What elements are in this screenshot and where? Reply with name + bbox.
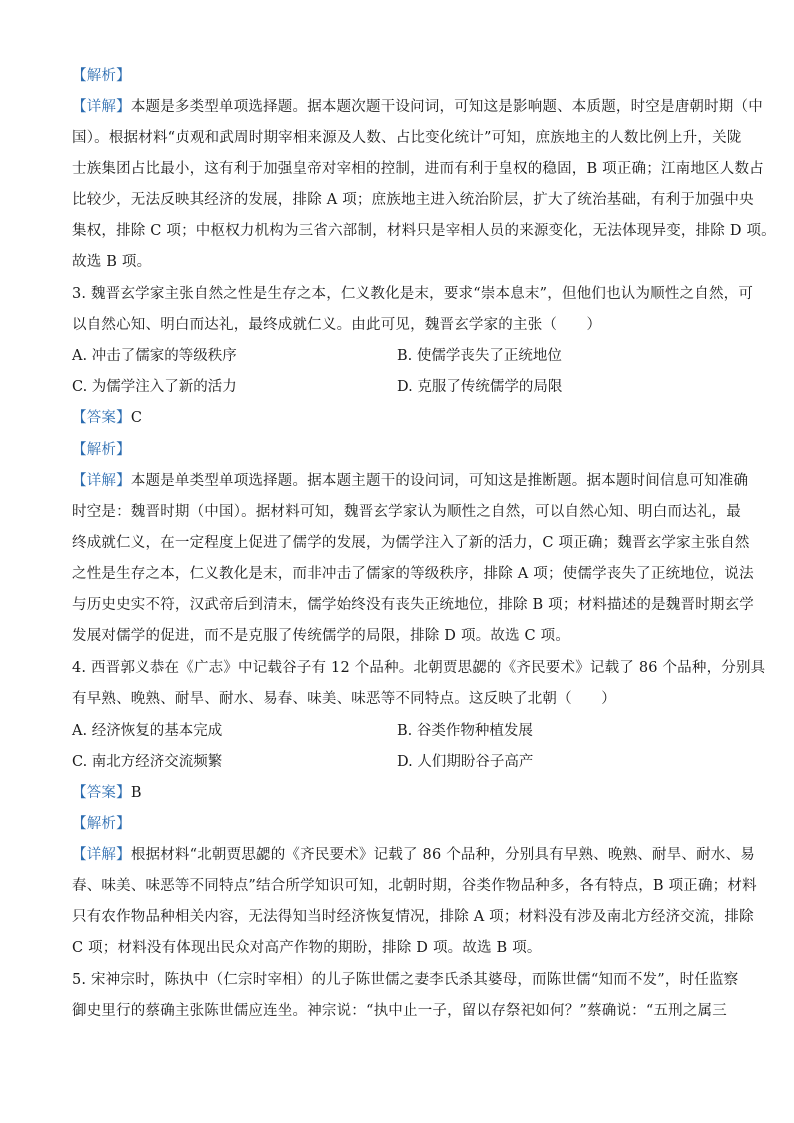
q3-answer bbox=[72, 408, 732, 428]
explanation-line: 士族集团占比最小，这有利于加强皇帝对宰相的控制，进而有利于皇权的稳固，B 项正确；江南地区人数占 bbox=[72, 161, 764, 177]
explanation-line: 之性是生存之本，仁义教化是末，而非冲击了儒家的等级秩序，排除 A 项；使儒学丧失了正统地位，说法 bbox=[72, 566, 754, 582]
answer-value: C bbox=[130, 410, 143, 426]
q3-option-c: C. 为儒学注入了新的活力 bbox=[72, 379, 237, 395]
explanation-text: 本题是多类型单项选择题。据本题次题干设问词，可知这是影响题、本质题，时空是唐朝时期（中 bbox=[130, 99, 763, 115]
question-3-stem: 3. 魏晋玄学家主张自然之性是生存之本，仁义教化是末，要求“崇本息末”，但他们也认为顺性之自然，可 bbox=[72, 286, 754, 302]
explanation-line: 春、味美、味恶等不同特点”结合所学知识可知，北朝时期，谷类作物品种多，各有特点，B 项正确；材料 bbox=[72, 878, 757, 894]
explanation-line bbox=[72, 471, 749, 491]
explanation-line: 只有农作物品种相关内容，无法得知当时经济恢复情况，排除 A 项；材料没有涉及南北方经济交流，排除 bbox=[72, 909, 754, 925]
q3-option-d: D. 克服了传统儒学的局限 bbox=[397, 379, 563, 395]
explanation-line: 时空是：魏晋时期（中国）。据材料可知，魏晋玄学家认为顺性之自然，可以自然心知、明白而达礼，最 bbox=[72, 504, 741, 520]
answer-tag: 【答案】 bbox=[72, 410, 131, 426]
explanation-line: 发展对儒学的促进，而不是克服了传统儒学的局限，排除 D 项。故选 C 项。 bbox=[72, 628, 571, 644]
explanation-line: 国）。根据材料“贞观和武周时期宰相来源及人数、占比变化统计”可知，庶族地主的人数比例上升，关陇 bbox=[72, 130, 742, 146]
question-4-stem: 有早熟、晚熟、耐旱、耐水、易春、味美、味恶等不同特点。这反映了北朝（ ） bbox=[72, 691, 616, 707]
explanation-line: 集权，排除 C 项；中枢权力机构为三省六部制，材料只是宰相人员的来源变化，无法体现异变，排除 D 项。 bbox=[72, 223, 776, 239]
answer-tag: 【答案】 bbox=[72, 785, 131, 801]
explanation-line: 故选 B 项。 bbox=[72, 254, 152, 270]
explanation-text: 根据材料“北朝贾思勰的《齐民要术》记载了 86 个品种，分别具有早熟、晚熟、耐旱、耐水、易 bbox=[130, 847, 755, 863]
q4-option-c: C. 南北方经济交流频繁 bbox=[72, 754, 223, 770]
explanation-line: C 项；材料没有体现出民众对高产作物的期盼，排除 D 项。故选 B 项。 bbox=[72, 940, 542, 956]
analysis-heading: 【解析】 bbox=[72, 816, 131, 832]
question-5-stem: 御史里行的蔡确主张陈世儒应连坐。神宗说：“执中止一子，留以存祭祀如何？”蔡确说：“五刑之属三 bbox=[72, 1003, 727, 1019]
detail-tag: 【详解】 bbox=[72, 473, 131, 489]
question-3-stem: 以自然心知、明白而达礼，最终成就仁义。由此可见，魏晋玄学家的主张（ ） bbox=[72, 317, 602, 333]
q3-option-a: A. 冲击了儒家的等级秩序 bbox=[72, 348, 237, 364]
question-5-stem: 5. 宋神宗时，陈执中（仁宗时宰相）的儿子陈世儒之妻李氏杀其婆母，而陈世儒“知而不发”，时任监察 bbox=[72, 972, 739, 988]
q4-answer bbox=[72, 783, 732, 803]
analysis-heading: 【解析】 bbox=[72, 442, 131, 458]
detail-tag: 【详解】 bbox=[72, 847, 131, 863]
explanation-line: 与历史史实不符，汉武帝后到清末，儒学始终没有丧失正统地位，排除 B 项；材料描述的是魏晋时期玄学 bbox=[72, 597, 754, 613]
explanation-line: 比较少，无法反映其经济的发展，排除 A 项；庶族地主进入统治阶层，扩大了统治基础，有利于加强中央 bbox=[72, 192, 754, 208]
q4-option-b: B. 谷类作物种植发展 bbox=[397, 723, 533, 739]
explanation-line: 终成就仁义，在一定程度上促进了儒学的发展，为儒学注入了新的活力，C 项正确；魏晋玄学家主张自然 bbox=[72, 535, 750, 551]
analysis-heading: 【解析】 bbox=[72, 68, 131, 84]
q4-option-d: D. 人们期盼谷子高产 bbox=[397, 754, 534, 770]
question-4-stem: 4. 西晋郭义恭在《广志》中记载谷子有 12 个品种。北朝贾思勰的《齐民要术》记载了 86 个品种，分别具 bbox=[72, 660, 766, 676]
answer-value: B bbox=[130, 785, 142, 801]
detail-tag: 【详解】 bbox=[72, 99, 131, 115]
explanation-line bbox=[72, 845, 755, 865]
explanation-text: 本题是单类型单项选择题。据本题主题干的设问词，可知这是推断题。据本题时间信息可知准确 bbox=[130, 473, 749, 489]
q4-option-a: A. 经济恢复的基本完成 bbox=[72, 723, 223, 739]
explanation-line bbox=[72, 97, 763, 117]
q3-option-b: B. 使儒学丧失了正统地位 bbox=[397, 348, 562, 364]
